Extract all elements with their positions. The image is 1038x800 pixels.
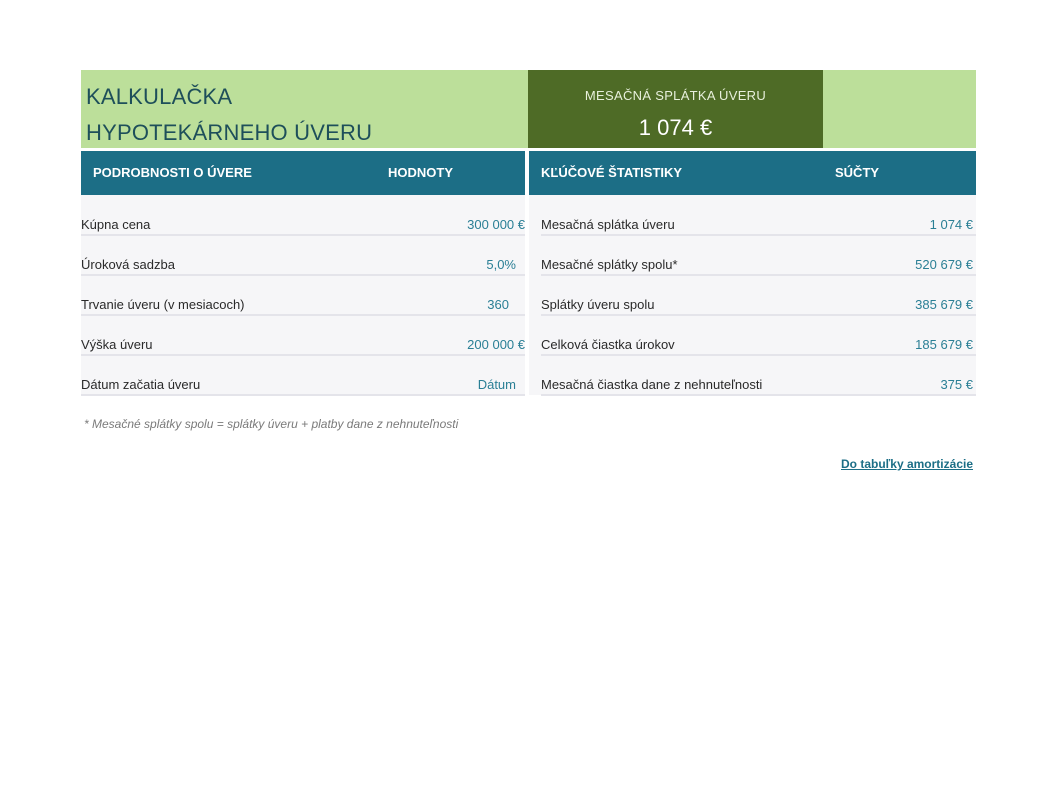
key-stats-header bbox=[529, 151, 976, 195]
key-stat-value: 520 679 € bbox=[915, 257, 973, 272]
key-stat-label: Mesačné splátky spolu* bbox=[541, 257, 678, 272]
key-stat-label: Mesačná splátka úveru bbox=[541, 217, 675, 232]
header-band bbox=[81, 70, 976, 148]
key-stat-value: 375 € bbox=[940, 377, 973, 392]
key-stat-row bbox=[541, 315, 976, 356]
key-stat-value: 185 679 € bbox=[915, 337, 973, 352]
totals-heading: SÚČTY bbox=[835, 165, 880, 180]
loan-detail-value[interactable]: 300 000 € bbox=[467, 217, 525, 232]
key-stat-row bbox=[541, 355, 976, 396]
loan-details-header bbox=[81, 151, 525, 195]
monthly-payment-label: MESAČNÁ SPLÁTKA ÚVERU bbox=[584, 88, 767, 103]
loan-calculator-sheet bbox=[81, 70, 976, 471]
loan-detail-row bbox=[81, 235, 525, 276]
key-stat-label: Celková čiastka úrokov bbox=[541, 337, 675, 352]
key-stat-row bbox=[541, 195, 976, 236]
loan-detail-value[interactable]: 200 000 € bbox=[467, 337, 525, 352]
loan-details-heading: PODROBNOSTI O ÚVERE bbox=[93, 165, 252, 180]
loan-detail-row bbox=[81, 315, 525, 356]
loan-detail-value[interactable]: Dátum bbox=[477, 377, 516, 392]
title-line-1: KALKULAČKA bbox=[86, 84, 233, 109]
loan-detail-label: Dátum začatia úveru bbox=[81, 377, 201, 392]
loan-detail-value[interactable]: 360 bbox=[487, 297, 509, 312]
loan-detail-label: Trvanie úveru (v mesiacoch) bbox=[81, 297, 245, 312]
key-stat-value: 1 074 € bbox=[929, 217, 973, 232]
loan-detail-value[interactable]: 5,0% bbox=[486, 257, 516, 272]
loan-detail-label: Výška úveru bbox=[81, 337, 153, 352]
key-stat-row bbox=[541, 275, 976, 316]
key-stats-heading: KĽÚČOVÉ ŠTATISTIKY bbox=[541, 165, 683, 180]
key-stat-label: Mesačná čiastka dane z nehnuteľnosti bbox=[541, 377, 763, 392]
amortization-table-link[interactable]: Do tabuľky amortizácie bbox=[841, 457, 973, 471]
key-stat-value: 385 679 € bbox=[915, 297, 973, 312]
title-line-2: HYPOTEKÁRNEHO ÚVERU bbox=[86, 120, 373, 145]
loan-detail-row bbox=[81, 275, 525, 316]
key-stat-row bbox=[541, 235, 976, 276]
monthly-payment-value: 1 074 € bbox=[638, 115, 713, 140]
loan-detail-row bbox=[81, 195, 525, 236]
loan-detail-row bbox=[81, 355, 525, 396]
values-heading: HODNOTY bbox=[388, 165, 453, 180]
monthly-payment-box bbox=[528, 70, 823, 148]
footnote: * Mesačné splátky spolu = splátky úveru + platby dane z nehnuteľnosti bbox=[84, 417, 459, 431]
page-title bbox=[86, 79, 372, 151]
loan-detail-label: Kúpna cena bbox=[81, 217, 151, 232]
loan-detail-label: Úroková sadzba bbox=[81, 257, 175, 272]
key-stat-label: Splátky úveru spolu bbox=[541, 297, 655, 312]
